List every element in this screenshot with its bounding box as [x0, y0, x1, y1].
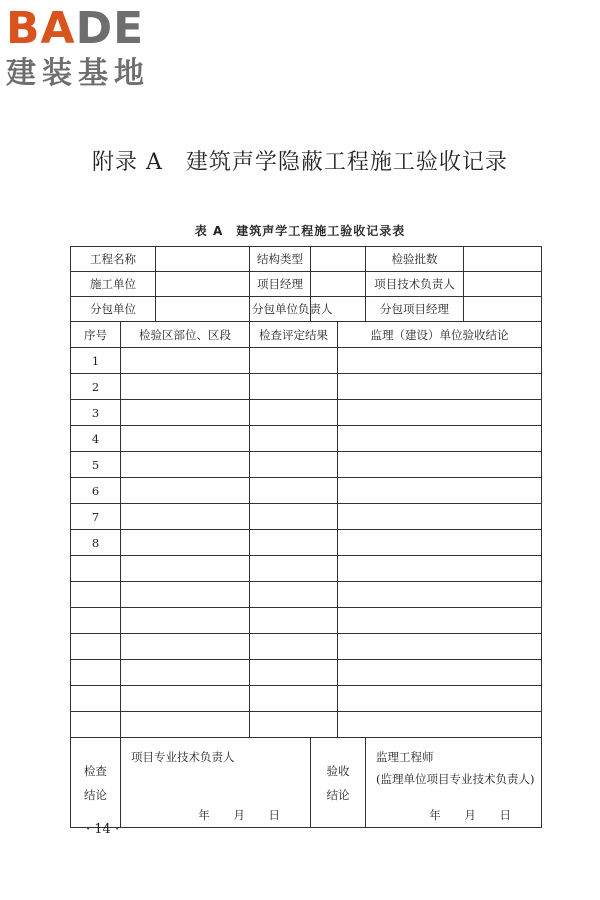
contractor-role: 项目专业技术负责人	[131, 750, 235, 764]
info-label: 施工单位	[71, 272, 156, 297]
table-cell[interactable]	[250, 348, 338, 374]
table-row	[71, 374, 542, 400]
info-value-field[interactable]	[464, 247, 542, 272]
table-cell[interactable]	[121, 452, 250, 478]
table-cell[interactable]	[250, 582, 338, 608]
table-cell[interactable]	[338, 426, 542, 452]
page-number: · 14 ·	[86, 822, 120, 837]
table-row	[71, 530, 542, 556]
logo-wordmark-rest: DE	[75, 3, 145, 54]
table-cell[interactable]	[338, 582, 542, 608]
sign-off-row	[71, 738, 542, 828]
info-label: 项目经理	[250, 272, 311, 297]
row-number	[71, 634, 121, 660]
row-number	[71, 582, 121, 608]
table-cell[interactable]	[338, 686, 542, 712]
table-cell[interactable]	[121, 608, 250, 634]
supervisor-sign-date: 年 月 日	[429, 808, 521, 822]
table-cell[interactable]	[338, 452, 542, 478]
table-cell[interactable]	[250, 660, 338, 686]
info-value-field[interactable]	[311, 272, 366, 297]
table-cell[interactable]	[250, 686, 338, 712]
table-cell[interactable]	[121, 556, 250, 582]
info-value-field[interactable]	[156, 272, 250, 297]
info-row	[71, 272, 542, 297]
row-number: 5	[71, 452, 121, 478]
row-number: 8	[71, 530, 121, 556]
info-value-field[interactable]	[156, 247, 250, 272]
table-row	[71, 582, 542, 608]
acceptance-record-table	[70, 246, 542, 828]
row-number: 7	[71, 504, 121, 530]
table-row	[71, 686, 542, 712]
acceptance-label: 验收	[326, 763, 350, 778]
row-number	[71, 556, 121, 582]
table-row	[71, 426, 542, 452]
info-value-field[interactable]	[156, 297, 250, 322]
info-label: 结构类型	[250, 247, 311, 272]
supervisor-role	[376, 746, 534, 790]
row-number	[71, 686, 121, 712]
table-cell[interactable]	[121, 530, 250, 556]
table-caption: 表 A 建筑声学工程施工验收记录表	[194, 224, 406, 238]
table-cell[interactable]	[338, 348, 542, 374]
row-number	[71, 608, 121, 634]
table-row	[71, 556, 542, 582]
info-value-field[interactable]	[311, 247, 366, 272]
row-number: 3	[71, 400, 121, 426]
contractor-sign-cell	[121, 738, 311, 828]
info-label: 分包项目经理	[366, 297, 464, 322]
table-cell[interactable]	[338, 374, 542, 400]
supervisor-role-1: 监理工程师	[376, 750, 434, 764]
row-number: 1	[71, 348, 121, 374]
table-cell[interactable]	[338, 478, 542, 504]
header-location: 检验区部位、区段	[121, 322, 250, 348]
table-row	[71, 452, 542, 478]
table-cell[interactable]	[121, 686, 250, 712]
table-cell[interactable]	[121, 712, 250, 738]
table-row	[71, 348, 542, 374]
table-row	[71, 634, 542, 660]
info-value-field[interactable]	[464, 272, 542, 297]
info-label: 项目技术负责人	[366, 272, 464, 297]
table-cell[interactable]	[121, 348, 250, 374]
table-cell[interactable]	[250, 400, 338, 426]
info-row	[71, 247, 542, 272]
check-label: 检查	[84, 763, 107, 778]
acceptance-conclusion-text: 结论	[326, 787, 350, 802]
table-cell[interactable]	[250, 452, 338, 478]
table-row	[71, 478, 542, 504]
table-cell[interactable]	[250, 634, 338, 660]
row-number	[71, 712, 121, 738]
table-cell[interactable]	[121, 374, 250, 400]
contractor-sign-date: 年 月 日	[198, 808, 290, 822]
table-cell[interactable]	[338, 400, 542, 426]
table-cell[interactable]	[338, 608, 542, 634]
conclusion-label: 结论	[84, 787, 107, 802]
table-cell[interactable]	[121, 426, 250, 452]
table-cell[interactable]	[121, 582, 250, 608]
table-row	[71, 504, 542, 530]
table-cell[interactable]	[338, 530, 542, 556]
info-label: 检验批数	[366, 247, 464, 272]
header-no: 序号	[71, 322, 121, 348]
acceptance-conclusion-label	[311, 738, 366, 828]
table-row	[71, 400, 542, 426]
table-cell[interactable]	[250, 426, 338, 452]
table-cell[interactable]	[250, 712, 338, 738]
row-number	[71, 660, 121, 686]
logo-wordmark-accent: BA	[6, 3, 76, 54]
table-cell[interactable]	[121, 478, 250, 504]
bade-logo	[6, 4, 176, 94]
table-row	[71, 712, 542, 738]
table-cell[interactable]	[338, 660, 542, 686]
table-cell[interactable]	[250, 556, 338, 582]
supervisor-sign-cell	[366, 738, 542, 828]
column-header-row	[71, 322, 542, 348]
table-cell[interactable]	[338, 504, 542, 530]
info-label: 分包单位	[71, 297, 156, 322]
table-cell[interactable]	[250, 608, 338, 634]
table-cell[interactable]	[250, 504, 338, 530]
info-value-field[interactable]	[464, 297, 542, 322]
table-cell[interactable]	[121, 504, 250, 530]
appendix-title: 附录 A 建筑声学隐蔽工程施工验收记录	[92, 150, 508, 175]
logo-tagline: 建装基地	[6, 56, 150, 91]
table-cell[interactable]	[338, 634, 542, 660]
header-result: 检查评定结果	[250, 322, 338, 348]
supervisor-role-2: (监理单位项目专业技术负责人)	[376, 772, 535, 786]
table-cell[interactable]	[250, 530, 338, 556]
header-conclusion: 监理（建设）单位验收结论	[338, 322, 542, 348]
table-cell[interactable]	[250, 374, 338, 400]
info-label: 分包单位负责人	[250, 297, 311, 322]
table-cell[interactable]	[338, 712, 542, 738]
logo-wordmark	[6, 4, 176, 54]
info-row	[71, 297, 542, 322]
table-cell[interactable]	[121, 634, 250, 660]
table-row	[71, 660, 542, 686]
table-cell[interactable]	[121, 400, 250, 426]
row-number: 6	[71, 478, 121, 504]
table-cell[interactable]	[338, 556, 542, 582]
row-number: 4	[71, 426, 121, 452]
check-conclusion-label	[71, 738, 121, 828]
info-label: 工程名称	[71, 247, 156, 272]
row-number: 2	[71, 374, 121, 400]
table-cell[interactable]	[121, 660, 250, 686]
table-cell[interactable]	[250, 478, 338, 504]
table-row	[71, 608, 542, 634]
